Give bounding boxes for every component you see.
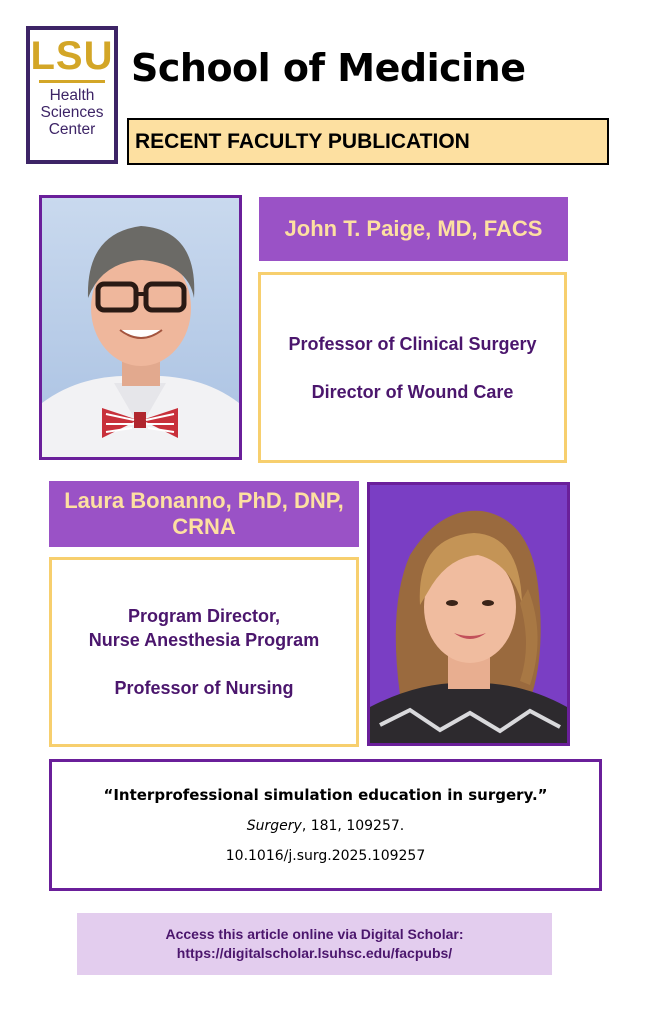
logo-line-3: Center: [48, 121, 96, 138]
article-doi: 10.1016/j.surg.2025.109257: [225, 848, 426, 864]
bonanno-title-2: Nurse Anesthesia Program: [88, 630, 320, 650]
author-titles-bonanno: [49, 557, 359, 747]
citation-details: , 181, 109257.: [301, 818, 405, 834]
access-note: [77, 913, 552, 975]
logo-line-1: Health: [49, 87, 95, 104]
citation-box: [49, 759, 602, 891]
bonanno-title-3: Professor of Nursing: [114, 678, 294, 698]
paige-portrait-photo: [39, 195, 242, 460]
author-name-paige: John T. Paige, MD, FACS: [259, 197, 568, 261]
article-title: “Interprofessional simulation education in surgery.”: [103, 786, 548, 804]
publication-banner: RECENT FACULTY PUBLICATION: [127, 118, 609, 165]
access-url[interactable]: https://digitalscholar.lsuhsc.edu/facpubs/: [176, 945, 453, 961]
journal-name: Surgery: [246, 818, 302, 834]
logo-line-2: Sciences: [40, 104, 104, 121]
paige-title-2: Director of Wound Care: [311, 381, 514, 402]
author-titles-paige: [258, 272, 567, 463]
logo-lsu-text: LSU: [30, 34, 114, 78]
school-title: School of Medicine: [131, 46, 526, 90]
logo-rule: [39, 80, 105, 83]
citation-journal-line: [247, 818, 404, 834]
paige-title-1: Professor of Clinical Surgery: [288, 333, 537, 354]
access-line-1: Access this article online via Digital Scholar:: [165, 926, 464, 942]
author-name-bonanno: Laura Bonanno, PhD, DNP, CRNA: [49, 481, 359, 547]
bonanno-portrait-photo: [367, 482, 570, 746]
bonanno-title-1: Program Director,: [127, 606, 281, 626]
lsu-health-logo: [26, 26, 118, 164]
